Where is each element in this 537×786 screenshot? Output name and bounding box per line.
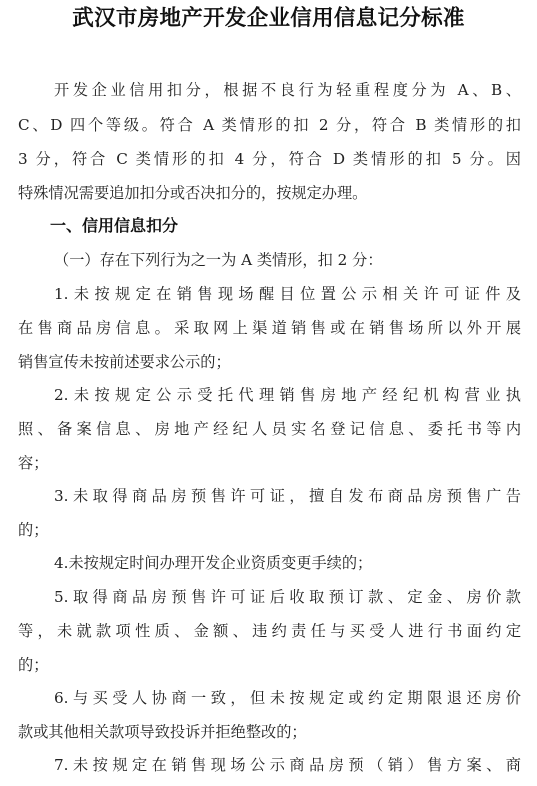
document-title: 武汉市房地产开发企业信用信息记分标准: [72, 6, 465, 31]
intro-line-1: 开发企业信用扣分，根据不良行为轻重程度分为 A、B、: [54, 81, 521, 99]
item-2-line-3: 容；: [18, 454, 49, 472]
intro-line-4: 特殊情况需要追加扣分或否决扣分的，按规定办理。: [18, 184, 368, 202]
item-7-line-1: 7.未按规定在销售现场公示商品房预（销）售方案、商: [54, 756, 521, 774]
item-6-line-2: 款或其他相关款项导致投诉并拒绝整改的；: [18, 723, 307, 741]
item-1-line-2: 在售商品房信息。采取网上渠道销售或在销售场所以外开展: [18, 319, 521, 337]
item-5-line-1: 5.取得商品房预售许可证后收取预订款、定金、房价款: [54, 588, 521, 606]
intro-line-2: C、D 四个等级。符合 A 类情形的扣 2 分，符合 B 类情形的扣: [18, 116, 521, 134]
subsection-heading: （一）存在下列行为之一为 A 类情形，扣 2 分：: [54, 251, 383, 269]
section-heading: 一、信用信息扣分: [50, 216, 179, 235]
item-5-line-3: 的；: [18, 656, 49, 674]
item-1-line-3: 销售宣传未按前述要求公示的；: [18, 353, 231, 371]
item-4-line-1: 4.未按规定时间办理开发企业资质变更手续的；: [54, 554, 373, 572]
item-1-line-1: 1.未按规定在销售现场醒目位置公示相关许可证件及: [54, 285, 521, 303]
item-6-line-1: 6.与买受人协商一致，但未按规定或约定期限退还房价: [54, 689, 521, 707]
intro-line-3: 3 分，符合 C 类情形的扣 4 分，符合 D 类情形的扣 5 分。因: [18, 150, 521, 168]
item-3-line-1: 3.未取得商品房预售许可证，擅自发布商品房预售广告: [54, 487, 521, 505]
item-5-line-2: 等，未就款项性质、金额、违约责任与买受人进行书面约定: [18, 622, 521, 640]
item-2-line-1: 2.未按规定公示受托代理销售房地产经纪机构营业执: [54, 386, 521, 404]
item-3-line-2: 的；: [18, 521, 49, 539]
item-2-line-2: 照、备案信息、房地产经纪人员实名登记信息、委托书等内: [18, 420, 521, 438]
